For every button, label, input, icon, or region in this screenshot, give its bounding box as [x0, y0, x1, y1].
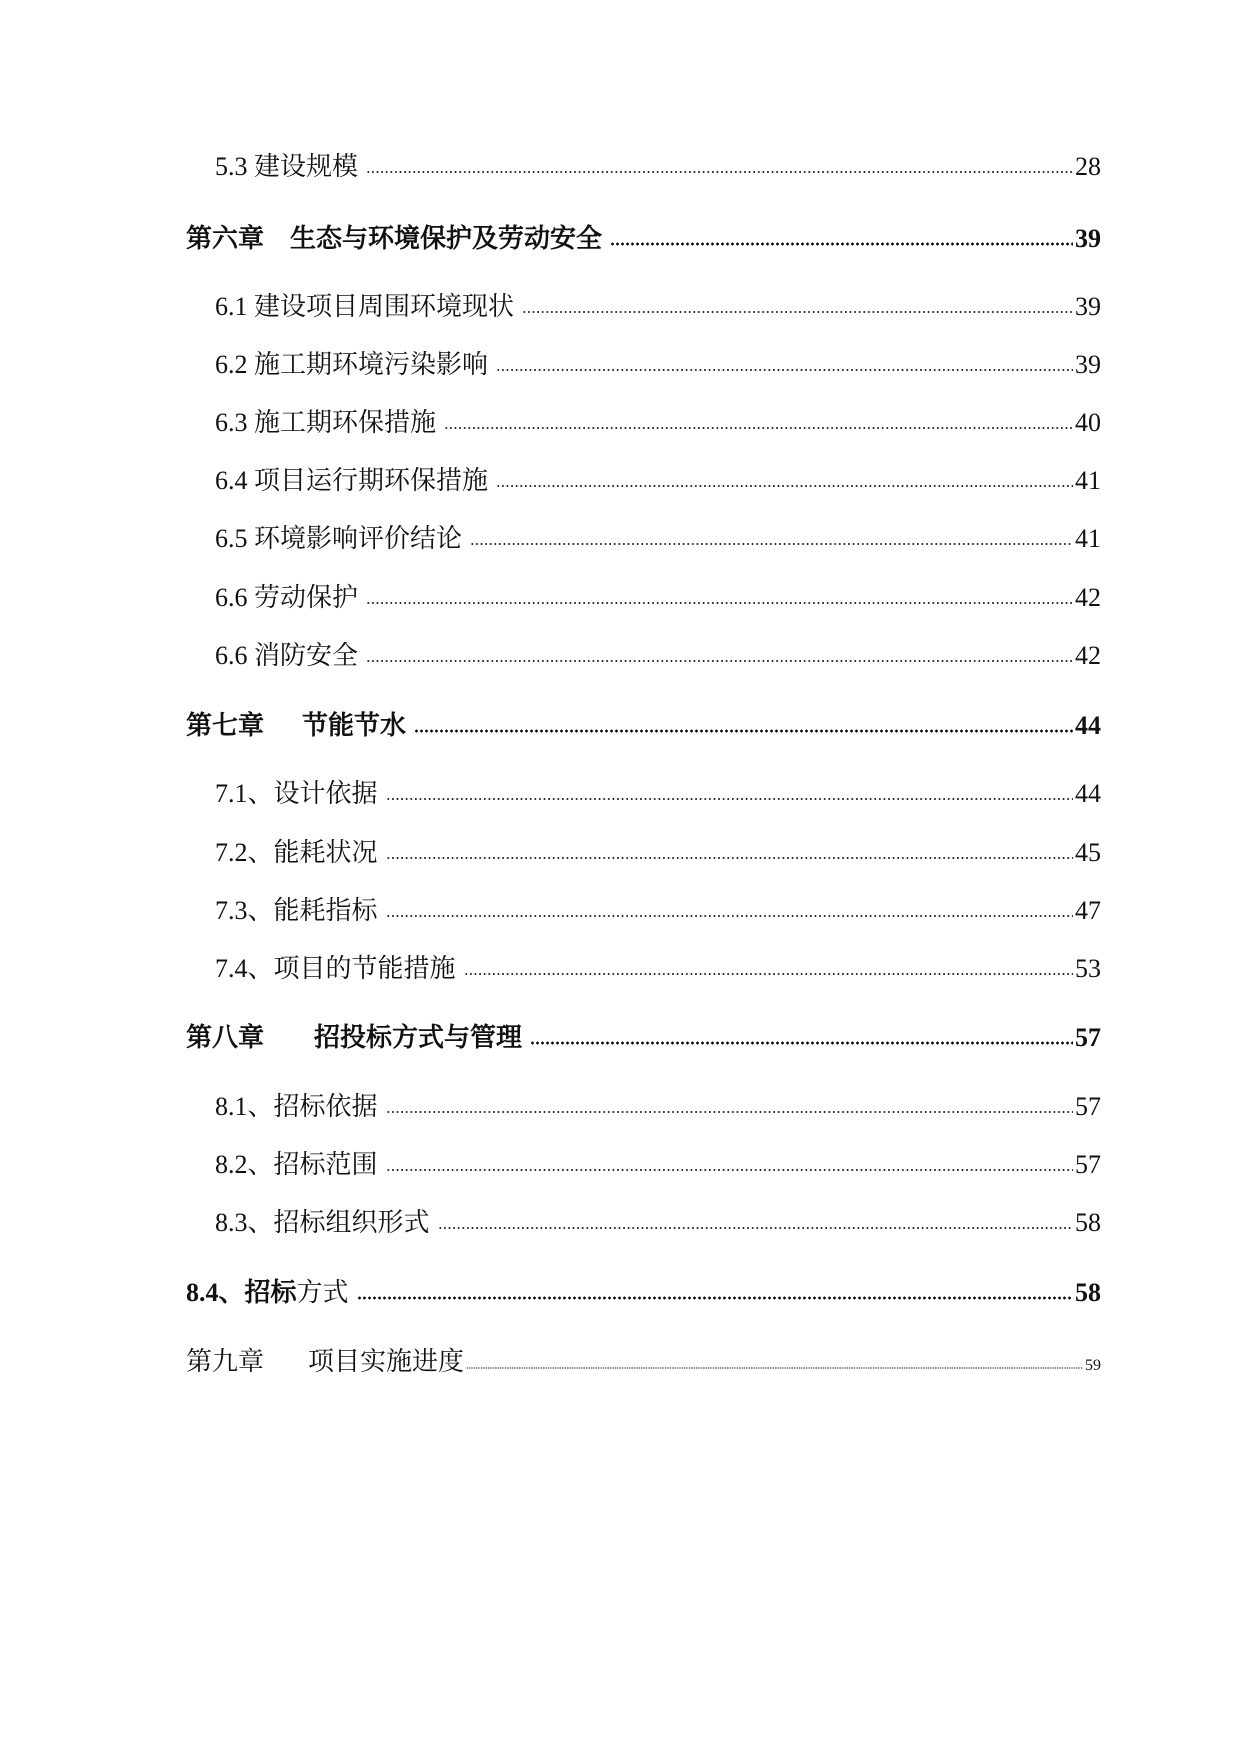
toc-entry-label: 5.3 建设规模 [215, 152, 359, 181]
toc-chapter-title: 节能节水 [302, 711, 407, 740]
toc-entry-6-1[interactable] [0, 286, 1241, 323]
toc-entry-5-3[interactable] [0, 146, 1241, 183]
toc-entry-page: 57 [1075, 1092, 1101, 1121]
toc-entry-7-4[interactable] [0, 948, 1241, 985]
toc-entry-label: 6.6 劳动保护 [215, 583, 359, 612]
toc-entry-page: 44 [1075, 711, 1101, 740]
toc-entry-page: 42 [1075, 641, 1101, 670]
toc-entry-6-6-labor[interactable] [0, 577, 1241, 614]
toc-entry-6-6-fire[interactable] [0, 635, 1241, 672]
toc-entry-8-4[interactable] [0, 1272, 1241, 1309]
toc-chapter-title: 项目实施进度 [308, 1347, 465, 1376]
toc-entry-label: 6.2 施工期环境污染影响 [215, 350, 489, 379]
dot-leader [386, 913, 1073, 919]
toc-entry-label: 7.3、能耗指标 [215, 896, 378, 925]
toc-chapter-8[interactable] [0, 1017, 1241, 1054]
dot-leader [366, 600, 1073, 606]
toc-entry-page: 58 [1075, 1278, 1101, 1307]
toc-entry-page: 58 [1075, 1208, 1101, 1237]
toc-chapter-9[interactable] [0, 1341, 1241, 1378]
toc-entry-page: 57 [1075, 1150, 1101, 1179]
toc-entry-page: 40 [1075, 408, 1101, 437]
toc-entry-page: 41 [1075, 466, 1101, 495]
toc-chapter-title: 招投标方式与管理 [314, 1023, 523, 1052]
toc-entry-label: 8.4、招标 [186, 1278, 297, 1307]
toc-entry-label: 6.4 项目运行期环保措施 [215, 466, 489, 495]
dot-leader [414, 728, 1073, 734]
toc-entry-label: 6.5 环境影响评价结论 [215, 524, 463, 553]
toc-entry-page: 53 [1075, 954, 1101, 983]
toc-entry-7-2[interactable] [0, 832, 1241, 869]
dot-leader [386, 855, 1073, 861]
toc-entry-page: 41 [1075, 524, 1101, 553]
dot-leader [530, 1040, 1073, 1046]
toc-entry-page: 47 [1075, 896, 1101, 925]
toc-entry-label: 8.2、招标范围 [215, 1150, 378, 1179]
toc-entry-label: 7.4、项目的节能措施 [215, 954, 456, 983]
toc-entry-page: 42 [1075, 583, 1101, 612]
dot-leader [386, 796, 1073, 802]
toc-entry-label: 6.1 建设项目周围环境现状 [215, 292, 515, 321]
toc-chapter-label: 第九章 [186, 1347, 265, 1376]
dot-leader [357, 1295, 1073, 1301]
dot-leader [470, 541, 1073, 547]
toc-chapter-7[interactable] [0, 705, 1241, 742]
dot-leader [496, 367, 1073, 373]
toc-entry-label: 8.1、招标依据 [215, 1092, 378, 1121]
dot-leader [386, 1109, 1073, 1115]
toc-entry-6-2[interactable] [0, 344, 1241, 381]
toc-entry-page: 39 [1075, 224, 1101, 253]
toc-entry-6-3[interactable] [0, 402, 1241, 439]
dot-leader [522, 309, 1073, 315]
dot-leader [610, 241, 1073, 247]
dot-leader [366, 169, 1073, 175]
toc-entry-page: 57 [1075, 1023, 1101, 1052]
toc-entry-8-3[interactable] [0, 1202, 1241, 1239]
toc-entry-7-1[interactable] [0, 773, 1241, 810]
dot-leader [386, 1167, 1073, 1173]
dot-leader [466, 1366, 1083, 1370]
dot-leader [496, 483, 1073, 489]
toc-entry-label: 7.2、能耗状况 [215, 838, 378, 867]
toc-entry-page: 39 [1075, 292, 1101, 321]
toc-entry-label: 7.1、设计依据 [215, 779, 378, 808]
toc-chapter-6[interactable] [0, 218, 1241, 255]
toc-entry-7-3[interactable] [0, 890, 1241, 927]
toc-entry-label: 8.3、招标组织形式 [215, 1208, 430, 1237]
toc-entry-page: 28 [1075, 152, 1101, 181]
toc-entry-label: 6.3 施工期环保措施 [215, 408, 437, 437]
toc-chapter-label: 第八章 [186, 1023, 265, 1052]
dot-leader [438, 1225, 1073, 1231]
toc-entry-6-5[interactable] [0, 518, 1241, 555]
toc-entry-6-4[interactable] [0, 460, 1241, 497]
toc-entry-page: 44 [1075, 779, 1101, 808]
toc-entry-8-1[interactable] [0, 1086, 1241, 1123]
toc-chapter-label: 第七章 [186, 711, 265, 740]
toc-chapter-title: 生态与环境保护及劳动安全 [290, 224, 603, 253]
toc-chapter-label: 第六章 [186, 224, 265, 253]
toc-entry-label: 6.6 消防安全 [215, 641, 359, 670]
toc-entry-page: 39 [1075, 350, 1101, 379]
toc-entry-page: 45 [1075, 838, 1101, 867]
toc-entry-8-2[interactable] [0, 1144, 1241, 1181]
toc-entry-page: 59 [1085, 1357, 1101, 1374]
dot-leader [444, 425, 1073, 431]
dot-leader [366, 658, 1073, 664]
toc-entry-title: 方式 [296, 1278, 349, 1307]
dot-leader [464, 971, 1073, 977]
